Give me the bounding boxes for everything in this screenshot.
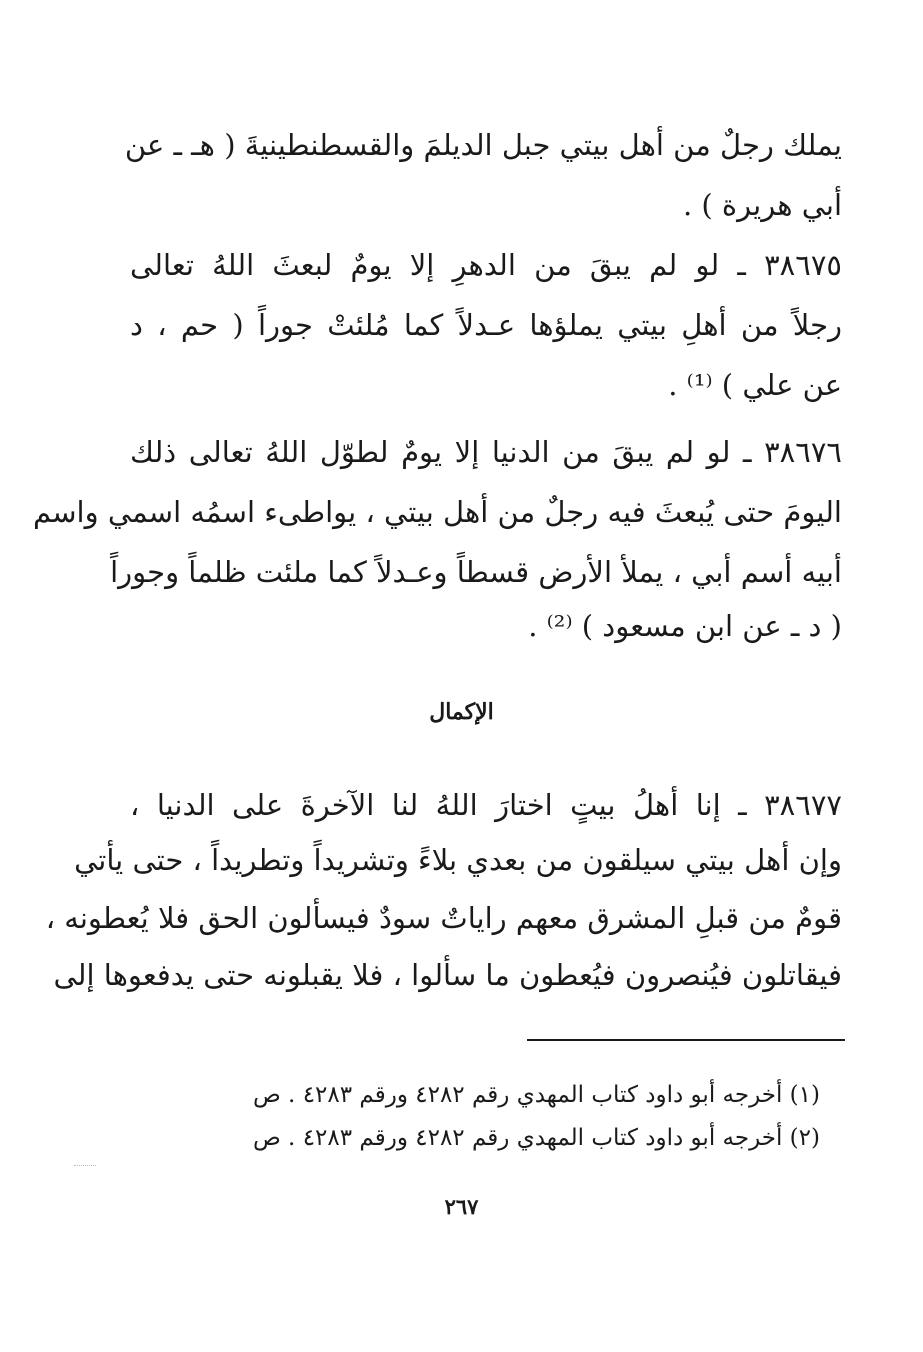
text-line: اليومَ حتى يُبعثَ فيه رجلٌ من أهل بيتي ، يواطىء اسمُه اسمي واسم: [32, 495, 842, 529]
text-line: رجلاً من أهلِ بيتي يملؤها عـدلاً كما مُلئتْ جوراً ( حم ، د: [130, 308, 842, 342]
text-line: أبي هريرة ) .: [682, 188, 842, 222]
text-line: وإن أهل بيتي سيلقون من بعدي بلاءً وتشريداً وتطريداً ، حتى يأتي: [74, 843, 842, 877]
text-line: عن علي ) ⁽¹⁾ .: [668, 368, 842, 402]
text-line: فيقاتلون فيُنصرون فيُعطون ما سألوا ، فلا يقبلونه حتى يدفعوها إلى: [53, 958, 842, 992]
text-line: ( د ـ عن ابن مسعود ) ⁽²⁾ .: [528, 609, 842, 643]
text-line: ٣٨٦٧٥ ـ لو لم يبقَ من الدهرِ إلا يومٌ لبعثَ اللهُ تعالى: [130, 248, 842, 282]
text-line: أبيه أسم أبي ، يملأ الأرض قسطاً وعـدلاً كما ملئت ظلماً وجوراً: [110, 555, 842, 589]
scan-mark: [74, 1165, 96, 1166]
text-line: قومٌ من قبلِ المشرق معهم راياتٌ سودٌ فيسألون الحق فلا يُعطونه ،: [45, 901, 842, 935]
text-line: ٣٨٦٧٦ ـ لو لم يبقَ من الدنيا إلا يومٌ لطوّل اللهُ تعالى ذلك: [130, 435, 842, 469]
footnote: (٢) أخرجه أبو داود كتاب المهدي رقم ٤٢٨٢ ورقم ٤٢٨٣ . ص: [252, 1125, 820, 1151]
footnote: (١) أخرجه أبو داود كتاب المهدي رقم ٤٢٨٢ ورقم ٤٢٨٣ . ص: [252, 1082, 820, 1108]
text-line: يملك رجلٌ من أهل بيتي جبل الديلمَ والقسطنطينيةَ ( هـ ـ عن: [124, 128, 842, 162]
footnote-separator: [527, 1039, 845, 1041]
text-line: ٣٨٦٧٧ ـ إنا أهلُ بيتٍ اختارَ اللهُ لنا الآخرةَ على الدنيا ،: [130, 788, 842, 822]
page-number: ٢٦٧: [444, 1194, 479, 1219]
section-heading: الإكمال: [429, 699, 494, 725]
